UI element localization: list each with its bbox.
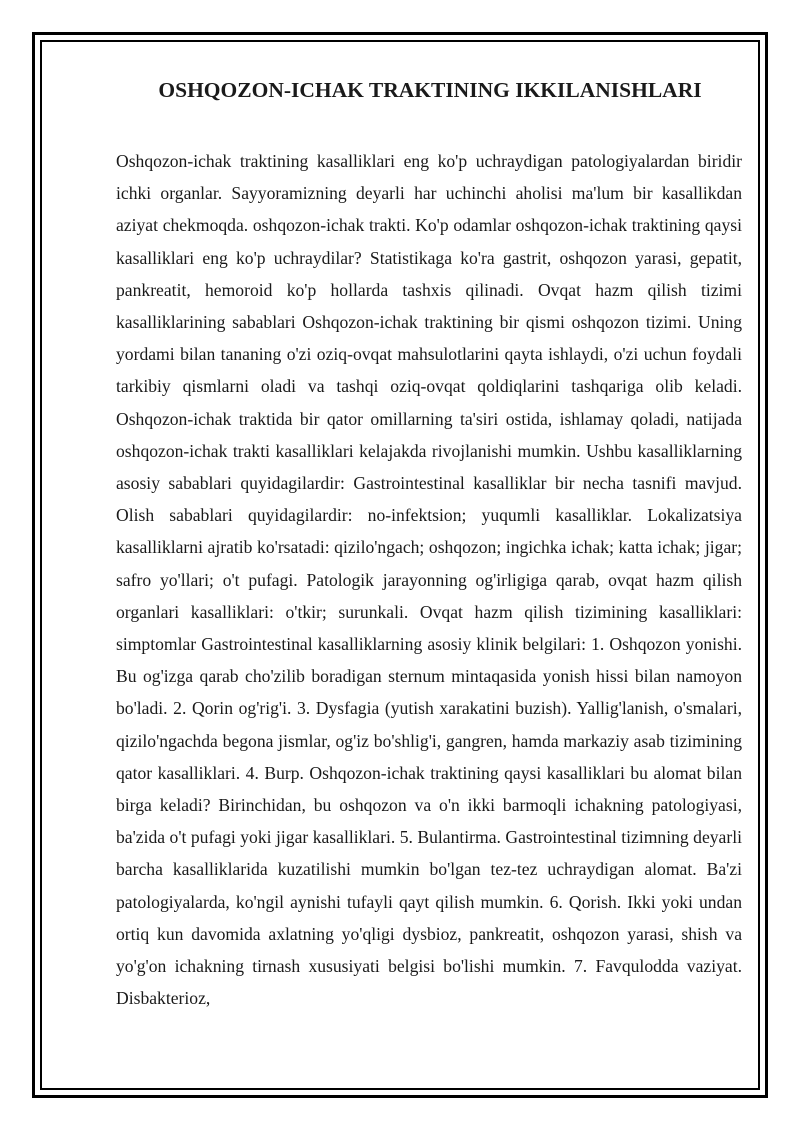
document-title: OSHQOZON-ICHAK TRAKTINING IKKILANISHLARI xyxy=(158,78,702,102)
document-body: Oshqozon-ichak traktining kasalliklari eng ko'p uchraydigan patologiyalardan biridir ichki organlar. Sayyoramizning deyarli har uchinchi aholisi ma'lum bir kasallikdan aziyat chekmoqda. oshqozon-ichak trakti. Ko'p odamlar oshqozon-ichak traktining qaysi kasalliklari eng ko'p uchraydilar? Statistikaga ko'ra gastrit, oshqozon yarasi, gepatit, pankreatit, hemoroid ko'p hollarda tashxis qilinadi. Ovqat hazm qilish tizimi kasalliklarining sabablari Oshqozon-ichak traktining bir qismi oshqozon tizimi. Uning yordami bilan tananing o'zi oziq-ovqat mahsulotlarini qayta ishlaydi, o'zi uchun foydali tarkibiy qismlarni oladi va tashqi oziq-ovqat qoldiqlarini tashqariga olib keladi. Oshqozon-ichak traktida bir qator omillarning ta'siri ostida, ishlamay qoladi, natijada oshqozon-ichak trakti kasalliklari kelajakda rivojlanishi mumkin. Ushbu kasalliklarning asosiy sabablari quyidagilardir: Gastrointestinal kasalliklar bir necha tasnifi mavjud. Olish sabablari quyidagilardir: no-infektsion; yuqumli kasalliklar. Lokalizatsiya kasalliklarni ajratib ko'rsatadi: qizilo'ngach; oshqozon; ingichka ichak; katta ichak; jigar; safro yo'llari; o't pufagi. Patologik jarayonning og'irligiga qarab, ovqat hazm qilish organlari kasalliklari: o'tkir; surunkali. Ovqat hazm qilish tizimining kasalliklari: simptomlar Gastrointestinal kasalliklarning asosiy klinik belgilari: 1. Oshqozon yonishi. Bu og'izga qarab cho'zilib boradigan sternum mintaqasida yonish hissi bilan namoyon bo'ladi. 2. Qorin og'rig'i. 3. Dysfagia (yutish xarakatini buzish). Yallig'lanish, o'smalari, qizilo'ngachda begona jismlar, og'iz bo'shlig'i, gangren, hamda markaziy asab tizimining qator kasalliklari. 4. Burp. Oshqozon-ichak traktining qaysi kasalliklari bu alomat bilan birga keladi? Birinchidan, bu oshqozon va o'n ikki barmoqli ichakning patologiyasi, ba'zida o't pufagi yoki jigar kasalliklari. 5. Bulantirma. Gastrointestinal tizimning deyarli barcha kasalliklarida kuzatilishi mumkin bo'lgan tez-tez uchraydigan alomat. Ba'zi patologiyalarda, ko'ngil aynishi tufayli qayt qilish mumkin. 6. Qorish. Ikki yoki undan ortiq kun davomida axlatning yo'qligi dysbioz, pankreatit, oshqozon yarasi, shish va yo'g'on ichakning tirnash xususiyati belgisi bo'lishi mumkin. 7. Favqulodda vaziyat. Disbakterioz, xyxy=(116,151,742,1009)
